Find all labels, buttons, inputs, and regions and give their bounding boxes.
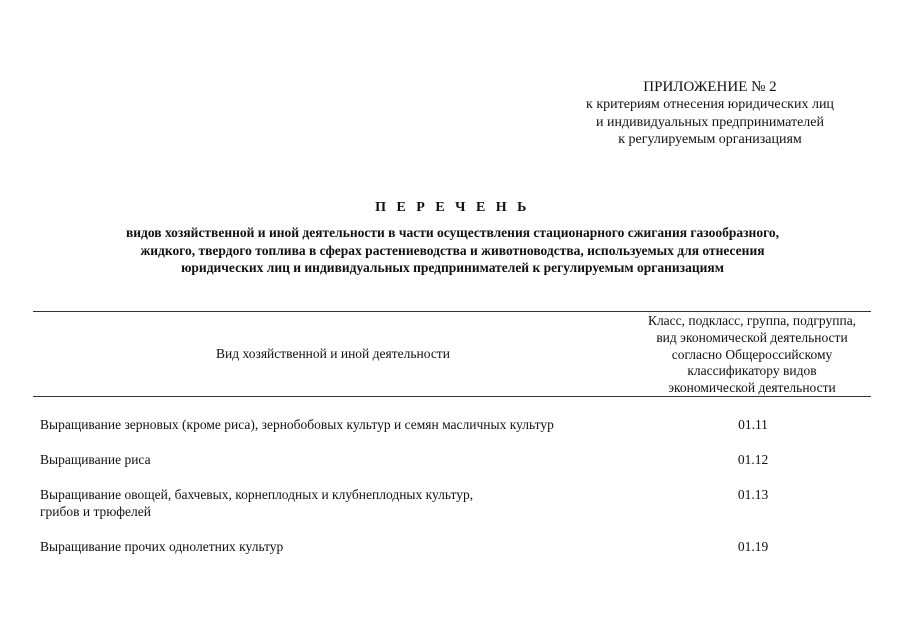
activity-cell: [40, 451, 640, 468]
activity-line: Выращивание зерновых (кроме риса), зернобобовых культур и семян масличных культур: [40, 417, 554, 432]
activity-line: Выращивание прочих однолетних культур: [40, 539, 284, 554]
code-header-line: классификатору видов: [687, 363, 817, 379]
activity-line: Выращивание овощей, бахчевых, корнеплодных и клубнеплодных культур,: [40, 487, 474, 502]
code-header-line: согласно Общероссийскому: [671, 346, 833, 362]
document-title: П Е Р Е Ч Е Н Ь: [375, 200, 530, 215]
code-header-line: Класс, подкласс, группа, подгруппа,: [647, 313, 857, 328]
activity-column-header: Вид хозяйственной и иной деятельности: [216, 346, 450, 361]
appendix-line: и индивидуальных предпринимателей: [596, 114, 824, 130]
subtitle-line: видов хозяйственной и иной деятельности в части осуществления стационарного сжигания газообразного,: [125, 225, 780, 240]
code-cell: 01.19: [737, 539, 769, 554]
document-subtitle: [60, 224, 845, 277]
appendix-block: [560, 78, 860, 149]
appendix-line: к регулируемым организациям: [618, 132, 802, 147]
appendix-title: ПРИЛОЖЕНИЕ № 2: [643, 79, 777, 95]
table-header-rule: [33, 396, 871, 397]
appendix-line: к критериям отнесения юридических лиц: [586, 97, 834, 112]
code-header-line: экономической деятельности: [668, 380, 836, 396]
code-cell: 01.13: [737, 487, 769, 502]
code-cell: 01.11: [738, 417, 768, 432]
activity-cell: [40, 538, 640, 555]
subtitle-line: жидкого, твердого топлива в сферах растениеводства и животноводства, используемых для отнесения: [140, 242, 765, 258]
code-cell: 01.12: [737, 452, 769, 467]
activity-line: грибов и трюфелей: [40, 504, 151, 519]
activity-line: Выращивание риса: [40, 452, 151, 467]
table-top-rule: [33, 311, 871, 312]
activity-cell: [40, 486, 640, 520]
code-column-header: [633, 313, 871, 397]
activity-cell: [40, 416, 640, 433]
code-header-line: вид экономической деятельности: [656, 329, 848, 345]
subtitle-line: юридических лиц и индивидуальных предпринимателей к регулируемым организациям: [181, 260, 724, 275]
